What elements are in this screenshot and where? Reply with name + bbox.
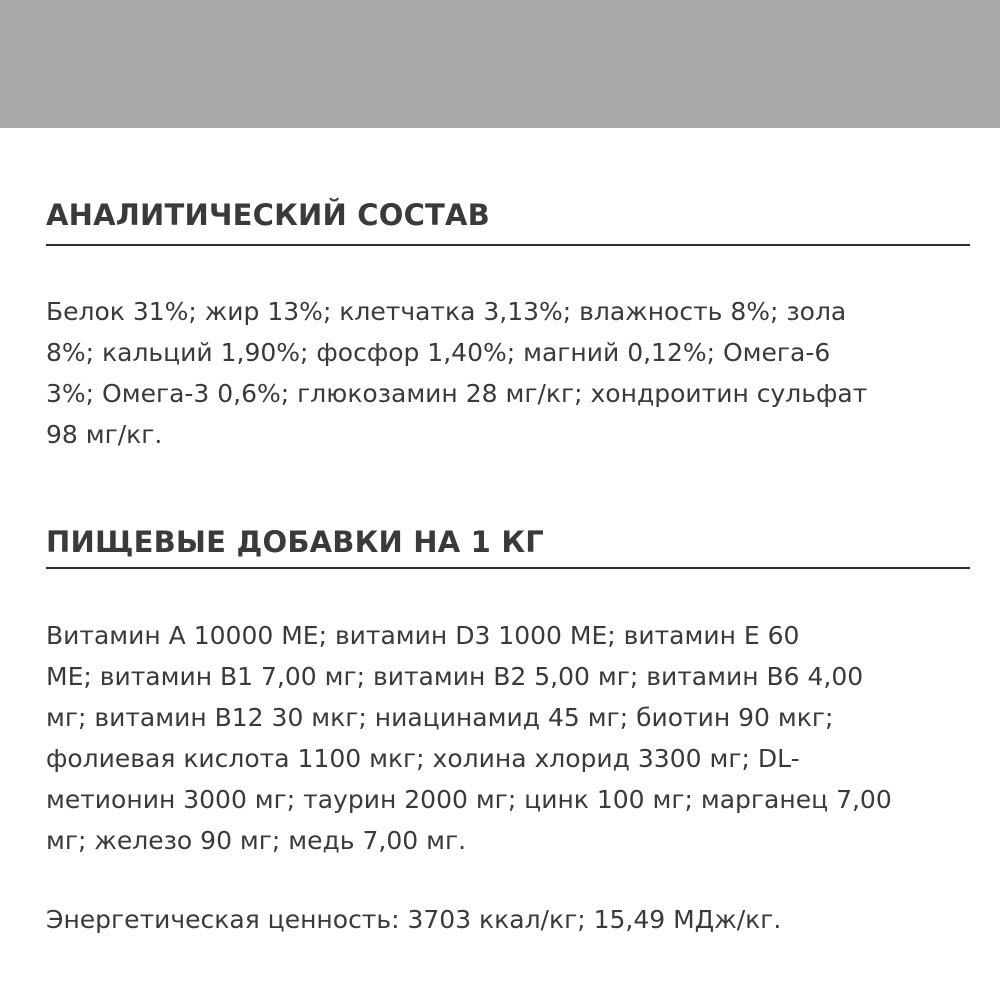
- analytic-line: 98 мг/кг.: [46, 420, 163, 449]
- additives-line: Витамин А 10000 МЕ; витамин D3 1000 МЕ; витамин Е 60: [46, 621, 800, 650]
- analytic-composition-title: АНАЛИТИЧЕСКИЙ СОСТАВ: [46, 198, 490, 232]
- analytic-composition-text: [46, 291, 966, 455]
- food-additives-text: [46, 615, 966, 861]
- analytic-line: 8%; кальций 1,90%; фосфор 1,40%; магний 0,12%; Омега-6: [46, 338, 831, 367]
- additives-divider: [46, 567, 970, 569]
- additives-line: мг; железо 90 мг; медь 7,00 мг.: [46, 826, 467, 855]
- additives-line: МЕ; витамин В1 7,00 мг; витамин В2 5,00 мг; витамин В6 4,00: [46, 662, 864, 691]
- additives-line: мг; витамин В12 30 мкг; ниацинамид 45 мг; биотин 90 мкг;: [46, 703, 834, 732]
- energy-value-text: [46, 899, 966, 940]
- analytic-divider: [46, 244, 970, 246]
- analytic-line: 3%; Омега-3 0,6%; глюкозамин 28 мг/кг; хондроитин сульфат: [46, 379, 868, 408]
- additives-line: метионин 3000 мг; таурин 2000 мг; цинк 100 мг; марганец 7,00: [46, 785, 892, 814]
- analytic-line: Белок 31%; жир 13%; клетчатка 3,13%; влажность 8%; зола: [46, 297, 847, 326]
- additives-line: фолиевая кислота 1100 мкг; холина хлорид 3300 мг; DL-: [46, 744, 800, 773]
- energy-line: Энергетическая ценность: 3703 ккал/кг; 15,49 МДж/кг.: [46, 905, 782, 934]
- top-gray-band: [0, 0, 1000, 128]
- food-additives-title: ПИЩЕВЫЕ ДОБАВКИ НА 1 КГ: [46, 525, 544, 559]
